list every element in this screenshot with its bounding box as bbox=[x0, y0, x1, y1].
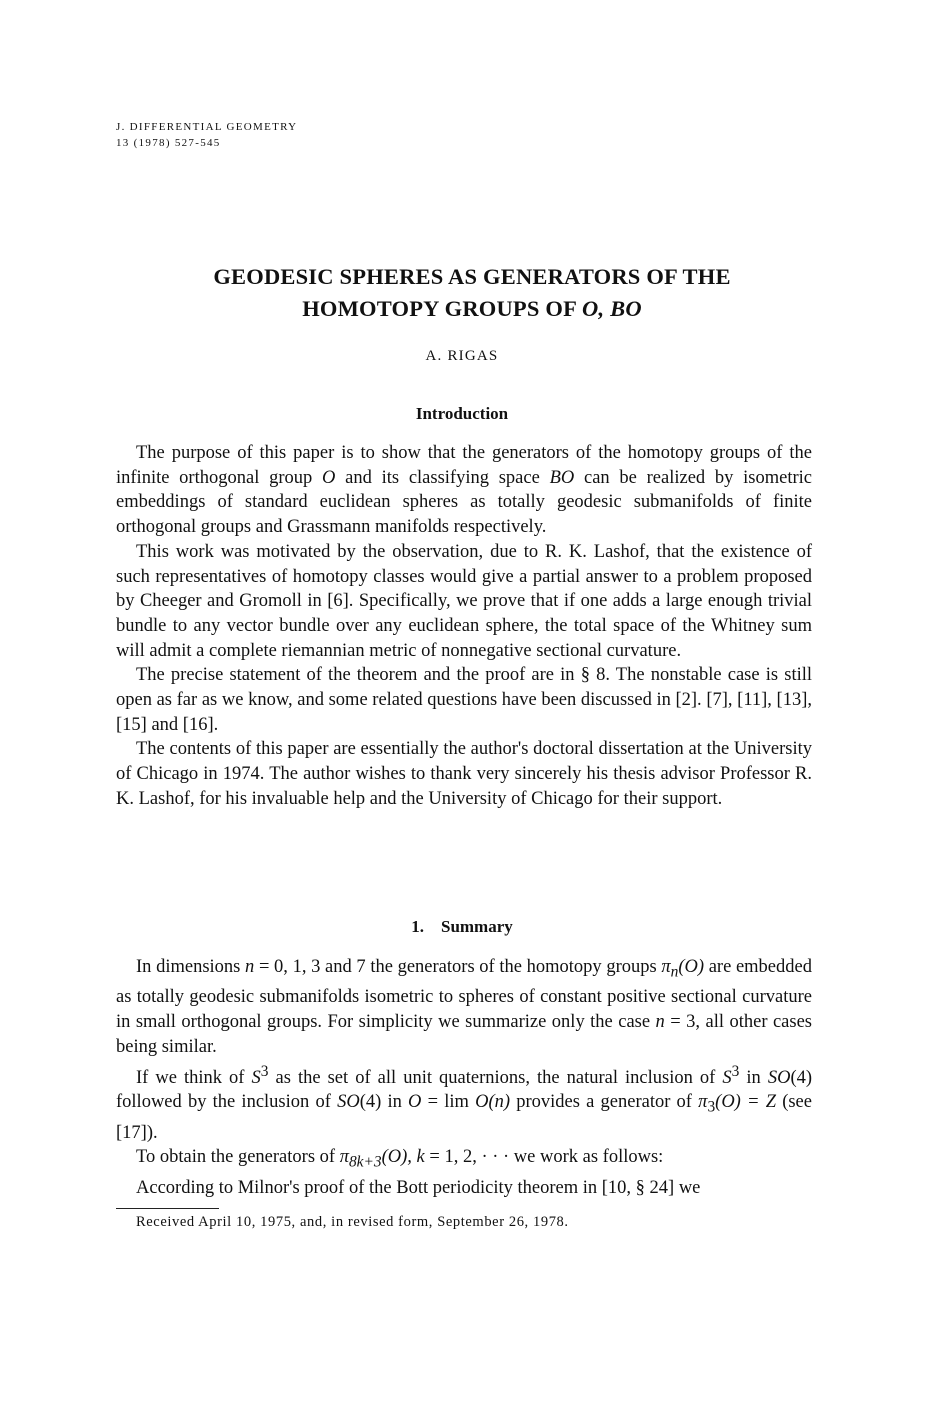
intro-paragraph-3: The precise statement of the theorem and the proof are in § 8. The nonstable case is still open as far as we know, and some related questions have been discussed in [2]. [7], [11], [13], [15] and [16]. bbox=[116, 665, 812, 735]
summary-paragraph-3: To obtain the generators of $\pi_{8k+3}(O)$, k = 1, 2, · · · we work as follows: bbox=[136, 1147, 664, 1172]
journal-citation: 13 (1978) 527-545 bbox=[116, 137, 221, 149]
summary-paragraph-1: In dimensions n = 0, 1, 3 and 7 the generators of the homotopy groups $\pi_n(O)$ are embedded as totally geodesic submanifolds isometric to spheres of constant positive sectional curvature in small orthogonal groups. For simplicity we summarize only the case n = 3, all other cases being similar. bbox=[116, 957, 812, 1057]
introduction-heading: Introduction bbox=[415, 404, 509, 423]
introduction-section bbox=[116, 441, 812, 812]
journal-name: J. DIFFERENTIAL GEOMETRY bbox=[116, 121, 298, 133]
author-name: A. RIGAS bbox=[425, 348, 499, 364]
summary-section bbox=[116, 955, 812, 1201]
intro-paragraph-4: The contents of this paper are essentially the author's doctoral dissertation at the University of Chicago in 1974. The author wishes to thank very sincerely his thesis advisor Professor R. K. Lashof, for his invaluable help and the University of Chicago for their support. bbox=[116, 739, 812, 809]
title-line-1: GEODESIC SPHERES AS GENERATORS OF THE bbox=[213, 264, 731, 289]
paper-title bbox=[0, 261, 944, 325]
summary-paragraph-2: If we think of $S^3$ as the set of all unit quaternions, the natural inclusion of $S^3$ in SO(4) followed by the inclusion of SO(4) in O = lim O(n) provides a generator of $\pi_3(O) = Z$ (see [17]). bbox=[116, 1062, 813, 1143]
summary-heading: 1. Summary bbox=[411, 917, 513, 936]
intro-paragraph-1: The purpose of this paper is to show that the generators of the homotopy groups of the infinite orthogonal group O and its classifying space BO can be realized by isometric embeddings of standard euclidean spheres as totally geodesic submanifolds of finite orthogonal groups and Grassmann manifolds respectively. bbox=[116, 443, 812, 538]
footnote-rule bbox=[116, 1208, 219, 1209]
title-line-2: HOMOTOPY GROUPS OF O, BO bbox=[302, 296, 642, 321]
intro-paragraph-2: This work was motivated by the observation, due to R. K. Lashof, that the existence of such representatives of homotopy classes would give a partial answer to a problem proposed by Cheeger and Gromoll in [6]. Specifically, we prove that if one adds a large enough trivial bundle to any vector bundle over any euclidean sphere, the total space of the Whitney sum will admit a complete riemannian metric of nonnegative sectional curvature. bbox=[116, 541, 812, 661]
received-footnote: Received April 10, 1975, and, in revised form, September 26, 1978. bbox=[136, 1214, 569, 1230]
journal-header bbox=[116, 119, 297, 151]
summary-paragraph-4: According to Milnor's proof of the Bott periodicity theorem in [10, § 24] we bbox=[136, 1177, 701, 1198]
